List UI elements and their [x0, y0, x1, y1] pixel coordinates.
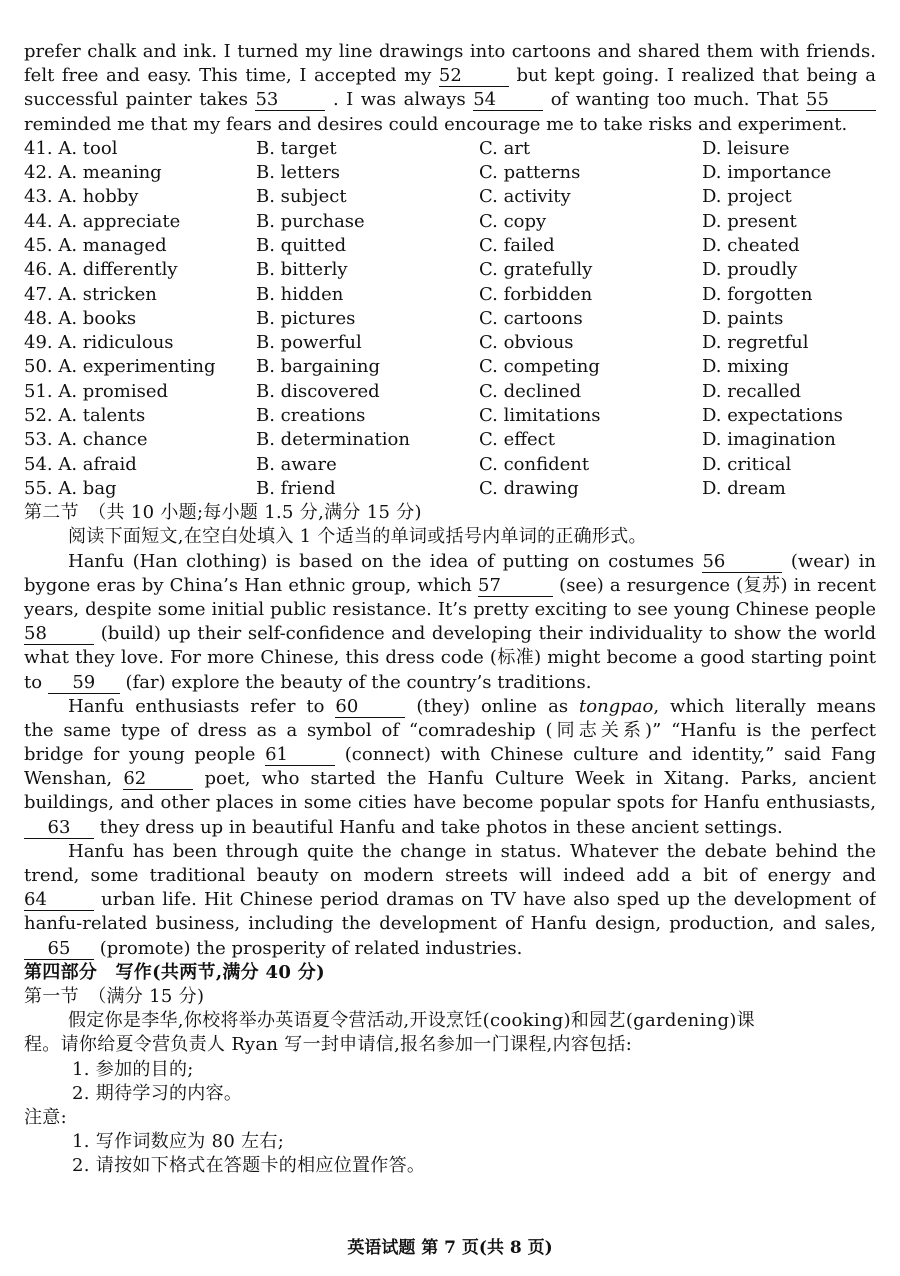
task-text: 假定你是李华,你校将举办英语夏令营活动,开设烹饪(cooking)和园艺(gardening)课: [68, 1010, 755, 1032]
option-row: 52. A. talents B. creations C. limitations D. expectations: [24, 405, 843, 427]
blank-63: 63: [24, 818, 94, 839]
option-row: 51. A. promised B. discovered C. declined D. recalled: [24, 380, 801, 402]
task-item: 2. 期待学习的内容。: [72, 1082, 243, 1104]
option-row: 43. A. hobby B. subject C. activity D. project: [24, 186, 792, 208]
blank-60: 60: [335, 697, 405, 718]
passage-line: bridge for young people 61 (connect) with Chinese culture and identity,” said Fang: [24, 744, 876, 766]
task-text: 程。请你给夏令营负责人 Ryan 写一封申请信,报名参加一门课程,内容包括:: [24, 1034, 633, 1056]
passage-line: successful painter takes 53 . I was always 54 of wanting too much. That 55: [24, 88, 876, 112]
blank-55: 55: [806, 90, 876, 111]
blank-64: 64: [24, 890, 94, 911]
passage-line: the same type of dress as a symbol of “comradeship (同志关系)” “Hanfu is the perfect: [24, 719, 876, 741]
passage-line: Hanfu (Han clothing) is based on the idea of putting on costumes 56 (wear) in: [68, 550, 876, 572]
passage-line: 58 (build) up their self-confidence and developing their individuality to show the world: [24, 623, 876, 645]
passage-line: 65 (promote) the prosperity of related industries.: [24, 937, 876, 961]
option-row: 41. A. tool B. target C. art D. leisure: [24, 137, 790, 159]
passage-line: reminded me that my fears and desires could encourage me to take risks and experiment.: [24, 113, 848, 135]
passage-line: 63 they dress up in beautiful Hanfu and take photos in these ancient settings.: [24, 816, 876, 840]
passage-line: years, despite some initial public resistance. It’s pretty exciting to see young Chinese people: [24, 598, 876, 620]
passage-line: 64 urban life. Hit Chinese period dramas on TV have also sped up the development of: [24, 889, 876, 911]
passage-line: what they love. For more Chinese, this dress code (标准) might become a good starting point: [24, 647, 876, 669]
part-heading: 第四部分 写作(共两节,满分 40 分): [24, 961, 325, 983]
option-row: 49. A. ridiculous B. powerful C. obvious D. regretful: [24, 332, 809, 354]
passage-line: prefer chalk and ink. I turned my line drawings into cartoons and shared them with friends.: [24, 41, 876, 62]
options-table: [24, 137, 876, 501]
blank-54: 54: [473, 90, 543, 111]
note-item: 2. 请按如下格式在答题卡的相应位置作答。: [72, 1155, 426, 1177]
option-row: 42. A. meaning B. letters C. patterns D. importance: [24, 162, 832, 184]
passage-line: Hanfu has been through quite the change in status. Whatever the debate behind the: [68, 840, 876, 862]
blank-61: 61: [265, 745, 335, 766]
page-footer: 英语试题 第 7 页(共 8 页): [347, 1238, 553, 1258]
note-item: 1. 写作词数应为 80 左右;: [72, 1131, 285, 1153]
passage-line: Hanfu enthusiasts refer to 60 (they) online as tongpao, which literally means: [68, 695, 876, 717]
blank-52: 52: [439, 66, 509, 87]
task-item: 1. 参加的目的;: [72, 1058, 194, 1080]
passage-line: bygone eras by China’s Han ethnic group, which 57 (see) a resurgence (复苏) in recent: [24, 574, 876, 596]
blank-65: 65: [24, 939, 94, 960]
exam-page: [24, 40, 876, 1178]
option-row: 47. A. stricken B. hidden C. forbidden D. forgotten: [24, 283, 813, 305]
option-row: 45. A. managed B. quitted C. failed D. cheated: [24, 234, 800, 256]
option-row: 55. A. bag B. friend C. drawing D. dream: [24, 477, 786, 499]
option-row: 54. A. afraid B. aware C. confident D. critical: [24, 453, 792, 475]
note-label: 注意:: [24, 1106, 67, 1128]
section-heading: 第二节 （共 10 小题;每小题 1.5 分,满分 15 分): [24, 502, 422, 524]
blank-53: 53: [255, 90, 325, 111]
blank-56: 56: [702, 552, 782, 573]
option-row: 46. A. differently B. bitterly C. gratefully D. proudly: [24, 259, 798, 281]
blank-57: 57: [478, 576, 553, 597]
option-row: 48. A. books B. pictures C. cartoons D. paints: [24, 307, 784, 329]
blank-58: 58: [24, 624, 94, 645]
passage-line: trend, some traditional beauty on modern streets will indeed add a bit of energy and: [24, 865, 876, 887]
passage-line: buildings, and other places in some cities have become popular spots for Hanfu enthusiasts,: [24, 792, 876, 814]
blank-62: 62: [123, 769, 193, 790]
passage-line: to 59 (far) explore the beauty of the country’s traditions.: [24, 671, 592, 693]
passage-line: hanfu-related business, including the development of Hanfu design, production, and sales,: [24, 913, 876, 935]
passage-line: felt free and easy. This time, I accepted my 52 but kept going. I realized that being a: [24, 65, 876, 87]
option-row: 53. A. chance B. determination C. effect D. imagination: [24, 429, 836, 451]
blank-59: 59: [48, 673, 120, 694]
section-instruction: 阅读下面短文,在空白处填入 1 个适当的单词或括号内单词的正确形式。: [68, 526, 647, 548]
section-heading: 第一节 （满分 15 分): [24, 985, 205, 1007]
passage-line: Wenshan, 62 poet, who started the Hanfu Culture Week in Xitang. Parks, ancient: [24, 768, 876, 790]
option-row: 50. A. experimenting B. bargaining C. competing D. mixing: [24, 356, 790, 378]
option-row: 44. A. appreciate B. purchase C. copy D. present: [24, 210, 797, 232]
